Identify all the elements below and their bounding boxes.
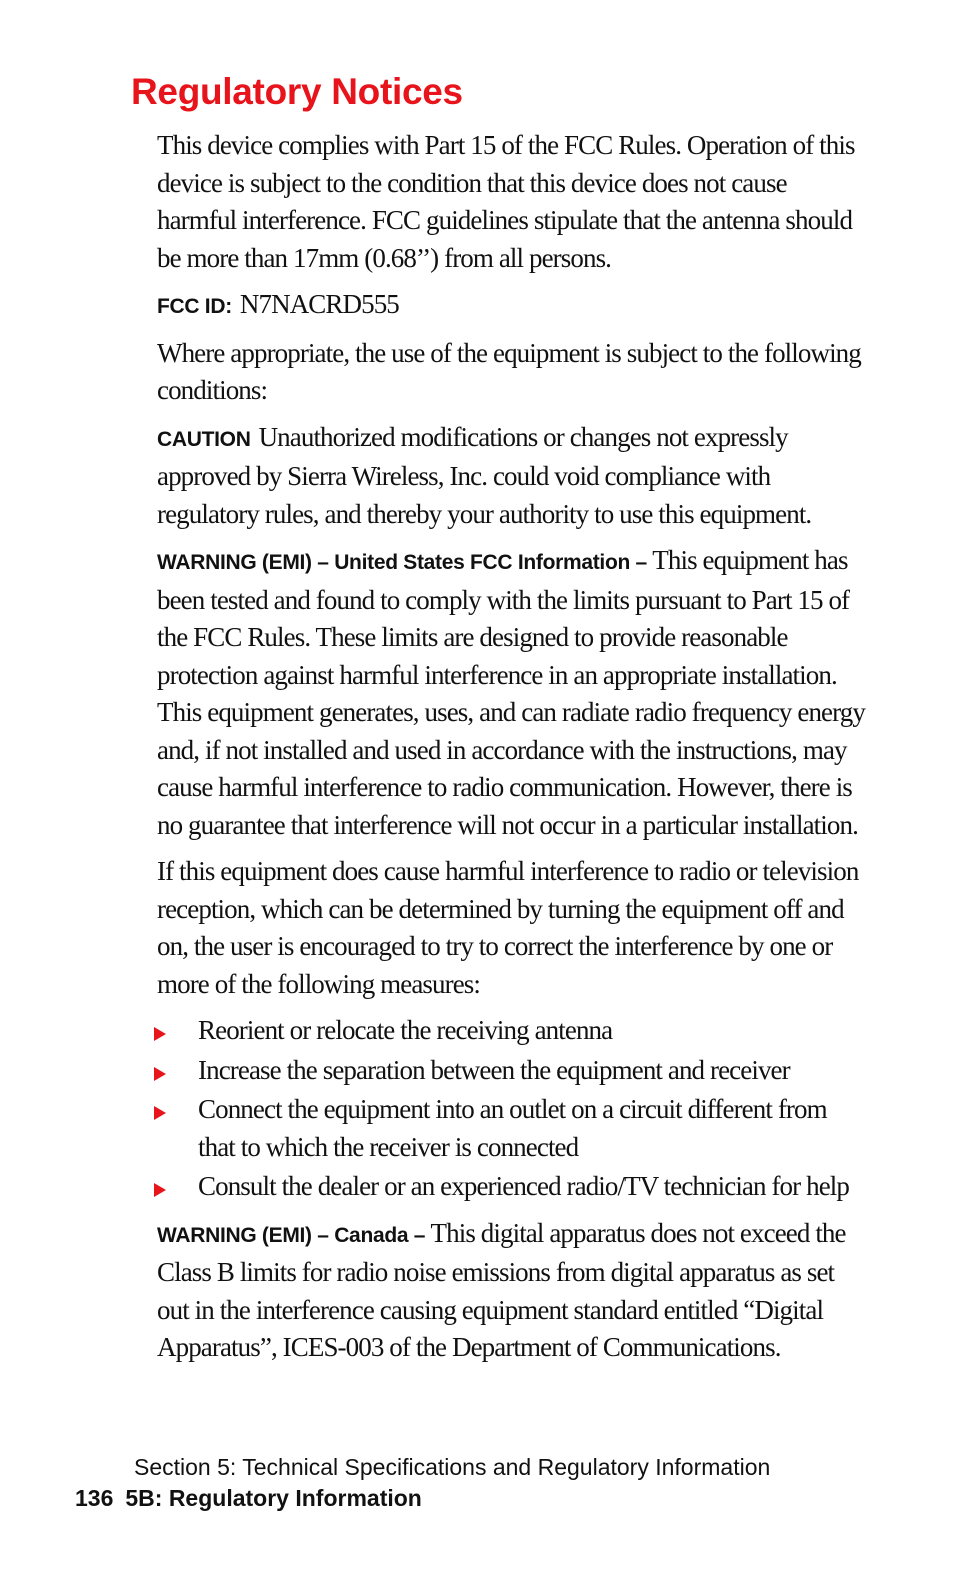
footer-page-line [75, 1483, 422, 1513]
warning-us-label: WARNING (EMI) – United States FCC Information – [157, 551, 647, 574]
list-item [154, 1012, 869, 1050]
caution-text: Unauthorized modifications or changes not expressly approved by Sierra Wireless, Inc. could void compliance with regulatory rules, and thereby your authority to use this equipment. [157, 421, 812, 529]
measure-text: Reorient or relocate the receiving antenna [198, 1015, 613, 1045]
fcc-id-line [157, 286, 869, 326]
measure-text: Increase the separation between the equipment and receiver [198, 1054, 790, 1085]
intro-paragraph: This device complies with Part 15 of the FCC Rules. Operation of this device is subject to the condition that this device does not cause harmful interference. FCC guidelines stipulate that the antenna should be more than 17mm (0.68’’) from all persons. [157, 130, 855, 273]
warning-us-paragraph [157, 542, 869, 844]
warning-canada-label: WARNING (EMI) – Canada – [157, 1223, 426, 1247]
warning-canada-text: This digital apparatus does not exceed the Class B limits for radio noise emissions from digital apparatus as set out in the interference causing equipment standard entitled “Digital Apparatus”, ICES-003 of the Department of Communications. [157, 1217, 846, 1362]
triangle-bullet-icon [154, 1027, 166, 1041]
list-item [154, 1091, 869, 1166]
list-item [154, 1052, 869, 1090]
measures-list [154, 1012, 869, 1206]
fcc-id-label: FCC ID: [157, 295, 232, 318]
measure-text: Consult the dealer or an experienced radio/TV technician for help [198, 1171, 849, 1201]
warning-canada-paragraph [157, 1215, 869, 1367]
interference-paragraph: If this equipment does cause harmful interference to radio or television reception, which can be determined by turning the equipment off and on, the user is encouraged to try to correct the interference by one or more of the following measures: [157, 856, 859, 999]
triangle-bullet-icon [154, 1183, 166, 1197]
warning-us-text: This equipment has been tested and found to comply with the limits pursuant to Part 15 of the FCC Rules. These limits are designed to provide reasonable protection against harmful interference in an appropriate installation. This equipment generates, uses, and can radiate radio frequency energy and, if not installed and used in accordance with the instructions, may cause harmful interference to radio communication. However, there is no guarantee that interference will not occur in a particular installation. [157, 545, 865, 840]
footer-section-title: Section 5: Technical Specifications and Regulatory Information [134, 1454, 771, 1480]
conditions-intro: Where appropriate, the use of the equipment is subject to the following conditions: [157, 337, 861, 405]
triangle-bullet-icon [154, 1106, 166, 1120]
regulatory-notices-body [157, 127, 869, 1376]
caution-label: CAUTION [157, 427, 251, 451]
page-number: 136 [75, 1485, 114, 1511]
list-item [154, 1168, 869, 1206]
measure-text: Connect the equipment into an outlet on a circuit different from that to which the receiver is connected [198, 1094, 827, 1162]
footer-subsection: 5B: Regulatory Information [125, 1485, 422, 1511]
fcc-id-value: N7NACRD555 [239, 289, 399, 319]
caution-paragraph [157, 419, 869, 534]
page-title: Regulatory Notices [131, 71, 463, 112]
triangle-bullet-icon [154, 1067, 166, 1081]
